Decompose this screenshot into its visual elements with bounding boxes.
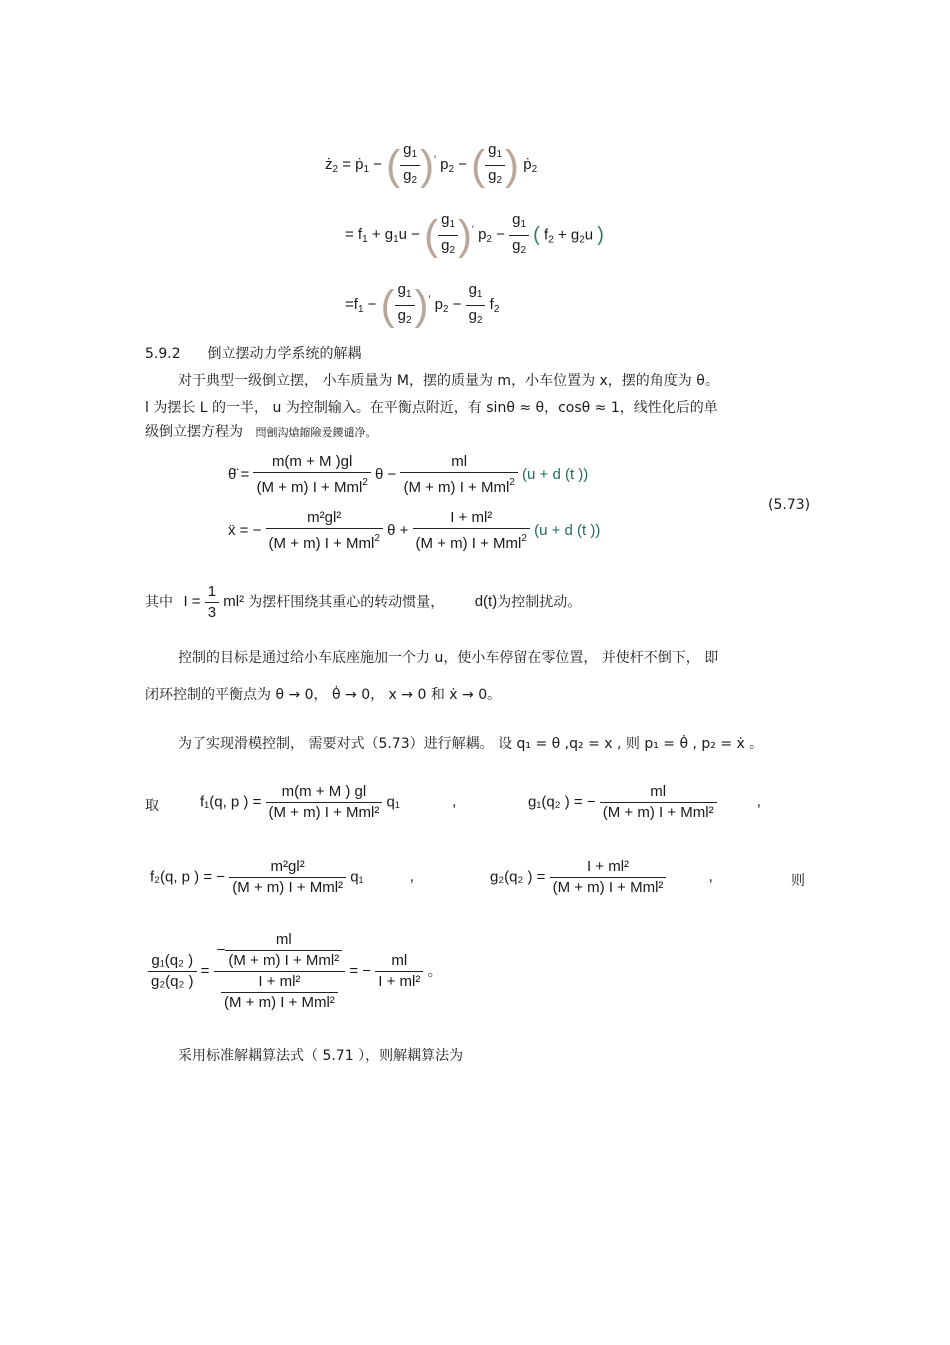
ratio-lhs-num: g₁(q₂ ) xyxy=(148,951,197,972)
paragraph-line: 对于典型一级倒立摆， 小车质量为 M，摆的质量为 m，小车位置为 x，摆的角度为 θ。 xyxy=(178,373,719,389)
f2-den: (M + m) I + Mml² xyxy=(232,879,344,896)
paragraph-line: 控制的目标是通过给小车底座施加一个力 u，使小车停留在零位置， 并使杆不倒下， 即 xyxy=(178,650,719,666)
eq1-den1: (M + m) I + Mml xyxy=(256,479,363,496)
def-g1: g₁(q₂ ) = − $\frac{ml}{\text{(M + m) I + Mml²}}$ , xyxy=(528,783,761,821)
derivation-line-2: = $f_1 + g_1u$ − ( $\frac{g_1}{g_2}$ )′ $p_2$ − $\frac{g_1}{g_2}$ ( $f_2 + g_2u$ ) xyxy=(345,211,604,259)
paragraph-line: 闭环控制的平衡点为 θ → 0， θ̇ → 0， x → 0 和 ẋ → 0。 xyxy=(145,687,502,703)
def-f1: f₁(q, p ) = $\frac{m(m + M ) gl}{\text{(M + m) I + Mml²}}$ q₁ , xyxy=(200,783,457,821)
eq2-num2: I + ml² xyxy=(413,508,530,529)
g1-num: ml xyxy=(600,782,717,803)
g1-den: (M + m) I + Mml² xyxy=(602,804,714,821)
f1-tail: q₁ xyxy=(386,793,400,811)
derivation-line-1: $ż_2$ = ṗ$_1$ − ( $\frac{g_1}{g_2}$ )′ $p_2$ − ( $\frac{g_1}{g_2}$ ) ṗ$_2$ xyxy=(325,141,538,189)
paragraph-small-text: 閆劊沟熗鏥險爰鑁谴净。 xyxy=(255,426,377,439)
where-label: 其中 xyxy=(145,594,173,611)
inertia-num: 1 xyxy=(205,582,219,603)
f1-den: (M + m) I + Mml² xyxy=(268,804,380,821)
g2-num: I + ml² xyxy=(550,857,667,878)
paragraph-line: l 为摆长 L 的一半， u 为控制输入。在平衡点附近，有 sinθ ≈ θ，cosθ ≈ 1，线性化后的单 xyxy=(145,400,718,416)
ratio-inner-num-den: (M + m) I + Mml² xyxy=(228,952,340,969)
inertia-rhs: ml² xyxy=(223,593,245,611)
eq2-tail: (u + d (t )) xyxy=(534,521,601,539)
inertia-den: 3 xyxy=(207,604,217,621)
f2-tail: q₁ xyxy=(350,868,364,886)
equation-x: ẍ = − $\frac{\text{m²gl²}}{(M + m) I + Mml^2}$ θ + $\frac{\text{I + ml²}}{(M + m) I + Mml^2}$ (u + d (t )) xyxy=(228,509,601,552)
section-number: 5.9.2 xyxy=(145,346,181,362)
section-title: 倒立摆动力学系统的解耦 xyxy=(207,346,362,362)
def-g2: g₂(q₂ ) = $\frac{\text{I + ml²}}{\text{(M + m) I + Mml²}}$ , xyxy=(490,858,713,896)
paragraph-line xyxy=(145,423,376,442)
ratio-lhs-den: g₂(q₂ ) xyxy=(151,973,194,990)
inertia-lhs: I = xyxy=(183,593,201,611)
eq2-den2: (M + m) I + Mml xyxy=(415,535,522,552)
eq2-lhs: ẍ = − xyxy=(228,521,262,539)
ratio-inner-den-num: I + ml² xyxy=(221,972,338,993)
f1-num: m(m + M ) gl xyxy=(266,782,383,803)
section-heading xyxy=(145,345,362,363)
def-f2: f₂(q, p ) = − $\frac{\text{m²gl²}}{\text{(M + m) I + Mml²}}$ q₁ , xyxy=(150,858,414,896)
take-label: 取 xyxy=(145,798,159,814)
ratio-inner-num-num: ml xyxy=(225,930,342,951)
eq1-mid: θ − xyxy=(375,465,397,483)
eq1-num2: ml xyxy=(400,452,517,473)
equation-number: (5.73) xyxy=(768,497,811,513)
eq1-den2: (M + m) I + Mml xyxy=(403,479,510,496)
f2-lhs: f₂(q, p ) = − xyxy=(150,868,226,886)
eq2-mid: θ + xyxy=(387,521,409,539)
f2-num: m²gl² xyxy=(229,857,346,878)
eq2-num1: m²gl² xyxy=(266,508,383,529)
disturbance-desc: 为控制扰动。 xyxy=(497,594,582,611)
ratio-equation: $\frac{\text{g₁(q₂ )}}{\text{g₂(q₂ )}}$ = − $\frac{ml}{\text{(M + m) I + Mml²}}$ $\frac{\text{I + ml²}}{\text{(M + m) I + Mml²}}$ = − $\frac{ml}{\text{I + ml²}}$ 。 xyxy=(148,930,443,1013)
paragraph-line: 采用标准解耦算法式（ 5.71 ），则解耦算法为 xyxy=(178,1048,464,1064)
ratio-rhs-den: I + ml² xyxy=(378,973,421,990)
inertia-line xyxy=(145,582,581,623)
paragraph-text: 级倒立摆方程为 xyxy=(145,424,243,440)
eq1-lhs: θ̈ = xyxy=(228,465,250,483)
eq1-tail: (u + d (t )) xyxy=(522,465,589,483)
derivation-line-3: $=f_1$ − ( $\frac{g_1}{g_2}$ )′ $p_2$ − $\frac{g_1}{g_2}$ $f_2$ xyxy=(345,281,500,329)
g2-den: (M + m) I + Mml² xyxy=(552,879,664,896)
eq2-den1: (M + m) I + Mml xyxy=(268,535,375,552)
equation-theta: θ̈ = $\frac{m(m + M )gl}{(M + m) I + Mml^2}$ θ − $\frac{ml}{(M + m) I + Mml^2}$ (u + d (t )) xyxy=(228,453,589,496)
disturbance-symbol: d(t) xyxy=(474,593,498,611)
paragraph-line: 为了实现滑模控制， 需要对式（5.73）进行解耦。 设 q₁ = θ ,q₂ = x , 则 p₁ = θ̇ , p₂ = ẋ 。 xyxy=(178,736,764,752)
ratio-rhs-num: ml xyxy=(375,951,423,972)
eq1-num1: m(m + M )gl xyxy=(253,452,370,473)
f1-lhs: f₁(q, p ) = xyxy=(200,793,262,811)
ratio-inner-den-den: (M + m) I + Mml² xyxy=(223,994,335,1011)
g2-lhs: g₂(q₂ ) = xyxy=(490,868,546,886)
then-label: 则 xyxy=(791,873,805,889)
g1-lhs: g₁(q₂ ) = − xyxy=(528,793,596,811)
inertia-desc: 为摆杆围绕其重心的转动惯量， xyxy=(248,594,445,611)
